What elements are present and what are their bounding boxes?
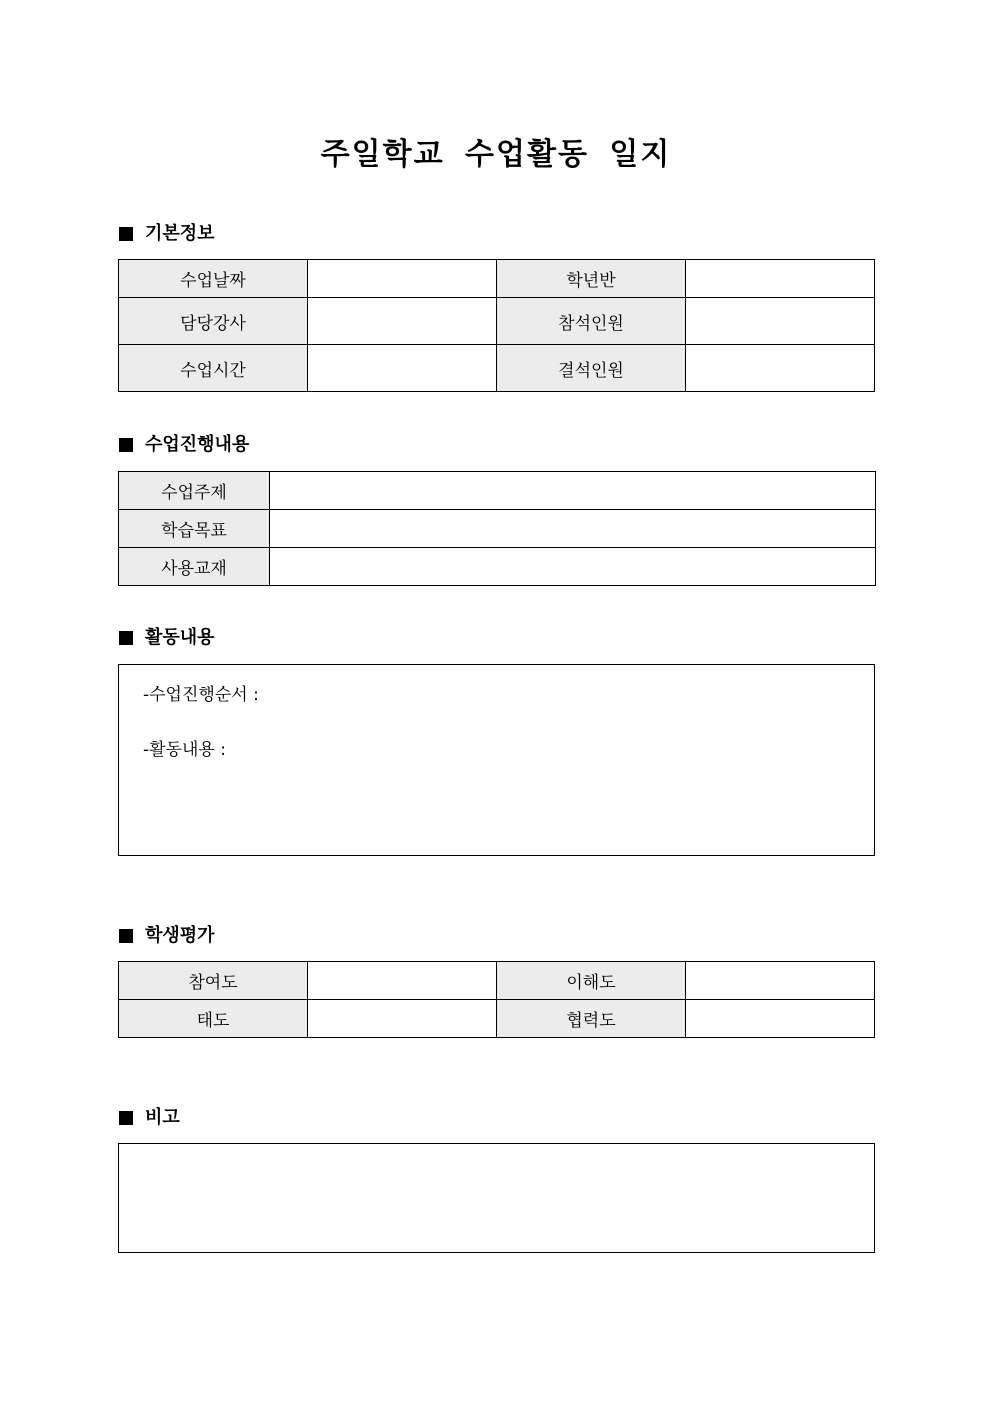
square-bullet-icon <box>119 929 133 943</box>
square-bullet-icon <box>119 438 133 452</box>
label-absences: 결석인원 <box>497 345 686 392</box>
table-row <box>119 472 876 510</box>
field-cooperation[interactable] <box>686 1000 875 1038</box>
table-row <box>119 510 876 548</box>
label-attitude: 태도 <box>119 1000 308 1038</box>
basic-info-table <box>118 259 875 392</box>
table-row <box>119 1000 875 1038</box>
label-lesson-topic: 수업주제 <box>119 472 270 510</box>
section-heading-label: 비고 <box>145 1107 180 1128</box>
section-heading-label: 활동내용 <box>145 627 215 648</box>
section-heading-evaluation <box>119 924 215 948</box>
label-grade-class: 학년반 <box>497 260 686 298</box>
field-class-date[interactable] <box>308 260 497 298</box>
field-understanding[interactable] <box>686 962 875 1000</box>
label-participation: 참여도 <box>119 962 308 1000</box>
page-title: 주일학교 수업활동 일지 <box>320 137 672 172</box>
section-heading-activity <box>119 626 215 650</box>
field-materials[interactable] <box>270 548 876 586</box>
label-attendance: 참석인원 <box>497 298 686 345</box>
square-bullet-icon <box>119 227 133 241</box>
remarks-box[interactable] <box>118 1143 875 1253</box>
label-class-time: 수업시간 <box>119 345 308 392</box>
field-learning-goal[interactable] <box>270 510 876 548</box>
lesson-table <box>118 471 876 586</box>
field-teacher[interactable] <box>308 298 497 345</box>
field-attitude[interactable] <box>308 1000 497 1038</box>
label-cooperation: 협력도 <box>497 1000 686 1038</box>
section-heading-label: 학생평가 <box>145 925 215 946</box>
section-heading-label: 기본정보 <box>145 223 215 244</box>
activity-line-content: -활동내용 : <box>143 740 226 760</box>
label-materials: 사용교재 <box>119 548 270 586</box>
evaluation-table <box>118 961 875 1038</box>
field-grade-class[interactable] <box>686 260 875 298</box>
activity-box[interactable] <box>118 664 875 856</box>
table-row <box>119 548 876 586</box>
field-participation[interactable] <box>308 962 497 1000</box>
section-heading-basic-info <box>119 222 215 246</box>
label-teacher: 담당강사 <box>119 298 308 345</box>
table-row <box>119 298 875 345</box>
label-class-date: 수업날짜 <box>119 260 308 298</box>
field-lesson-topic[interactable] <box>270 472 876 510</box>
field-class-time[interactable] <box>308 345 497 392</box>
square-bullet-icon <box>119 1111 133 1125</box>
table-row <box>119 345 875 392</box>
label-learning-goal: 학습목표 <box>119 510 270 548</box>
table-row <box>119 260 875 298</box>
table-row <box>119 962 875 1000</box>
field-attendance[interactable] <box>686 298 875 345</box>
section-heading-remarks <box>119 1106 180 1130</box>
section-heading-lesson <box>119 433 249 457</box>
section-heading-label: 수업진행내용 <box>145 434 250 455</box>
square-bullet-icon <box>119 631 133 645</box>
field-absences[interactable] <box>686 345 875 392</box>
activity-line-order: -수업진행순서 : <box>143 685 259 705</box>
label-understanding: 이해도 <box>497 962 686 1000</box>
